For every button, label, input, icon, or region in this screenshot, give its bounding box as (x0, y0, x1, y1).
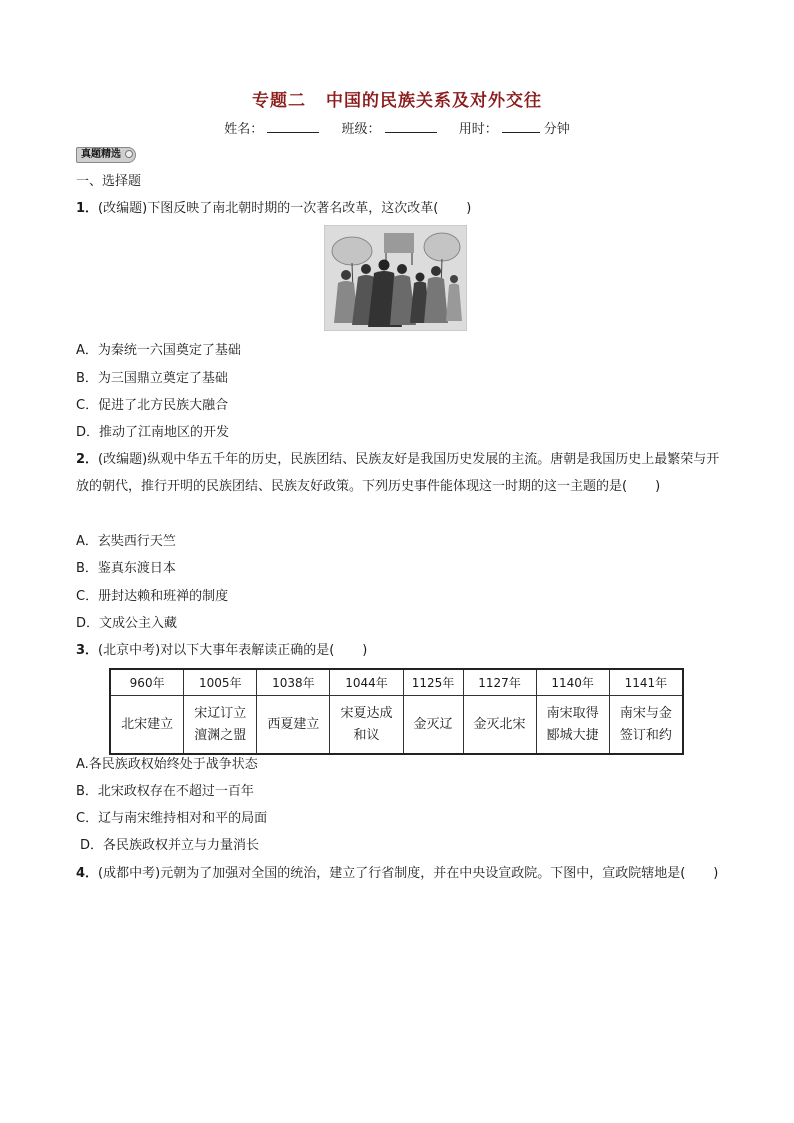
name-blank[interactable] (267, 120, 319, 133)
year-cell: 1044年 (330, 669, 403, 696)
question-4-number: 4． (76, 866, 99, 881)
question-1-option-b[interactable]: B．为三国鼎立奠定了基础 (76, 371, 228, 386)
tag-circle-icon (125, 150, 133, 158)
year-cell: 1140年 (536, 669, 609, 696)
question-2-stem: 2．(改编题)纵观中华五千年的历史，民族团结、民族友好是我国历史发展的主流。唐朝是我国历史上最繁荣与开放的朝代，推行开明的民族团结、民族友好政策。下列历史事件能体现这一时期的这一主题的是( ) (76, 452, 720, 494)
event-cell: 宋辽订立 澶渊之盟 (184, 696, 257, 755)
year-cell: 1125年 (403, 669, 463, 696)
question-3-number: 3． (76, 643, 99, 658)
time-label: 用时： (458, 122, 498, 137)
event-cell: 北宋建立 (110, 696, 184, 755)
section-tag (76, 147, 136, 163)
page-title (0, 86, 794, 111)
timeline-table (109, 668, 684, 755)
question-3-option-c[interactable]: C．辽与南宋维持相对和平的局面 (76, 811, 268, 826)
title-topic: 专题二 (252, 91, 306, 111)
question-2-option-c[interactable]: C．册封达赖和班禅的制度 (76, 589, 229, 604)
section-tag-label: 真题精选 (81, 149, 121, 160)
event-cell: 南宋取得 郾城大捷 (536, 696, 609, 755)
event-cell: 金灭北宋 (463, 696, 536, 755)
question-1-stem: 1．(改编题)下图反映了南北朝时期的一次著名改革，这次改革( ) (76, 201, 472, 216)
question-1-option-a[interactable]: A．为秦统一六国奠定了基础 (76, 343, 241, 358)
timeline-events-row (110, 696, 683, 755)
question-1-option-c[interactable]: C．促进了北方民族大融合 (76, 398, 229, 413)
section-heading: 一、选择题 (76, 174, 142, 189)
question-3-option-d[interactable]: D．各民族政权并立与力量消长 (80, 838, 260, 853)
question-3-option-a[interactable]: A.各民族政权始终处于战争状态 (76, 757, 258, 772)
question-1-number: 1． (76, 201, 99, 216)
year-cell: 960年 (110, 669, 184, 696)
class-blank[interactable] (385, 120, 437, 133)
event-cell: 宋夏达成 和议 (330, 696, 403, 755)
year-cell: 1005年 (184, 669, 257, 696)
student-info-row (0, 118, 794, 137)
event-cell: 南宋与金 签订和约 (609, 696, 683, 755)
reform-painting-image (324, 225, 467, 331)
name-label: 姓名： (224, 122, 264, 137)
event-cell: 金灭辽 (403, 696, 463, 755)
time-blank[interactable] (502, 120, 540, 133)
question-4-stem: 4．(成都中考)元朝为了加强对全国的统治，建立了行省制度，并在中央设宣政院。下图中，宣政院辖地是( ) (76, 866, 719, 881)
question-2-option-d[interactable]: D．文成公主入藏 (76, 616, 178, 631)
question-3-option-b[interactable]: B．北宋政权存在不超过一百年 (76, 784, 254, 799)
event-cell: 西夏建立 (257, 696, 330, 755)
year-cell: 1141年 (609, 669, 683, 696)
timeline-years-row (110, 669, 683, 696)
question-2-option-b[interactable]: B．鉴真东渡日本 (76, 561, 176, 576)
year-cell: 1127年 (463, 669, 536, 696)
question-2-number: 2． (76, 452, 99, 467)
question-1-option-d[interactable]: D．推动了江南地区的开发 (76, 425, 230, 440)
question-3-stem: 3．(北京中考)对以下大事年表解读正确的是( ) (76, 643, 368, 658)
question-2-option-a[interactable]: A．玄奘西行天竺 (76, 534, 176, 549)
class-label: 班级： (341, 122, 381, 137)
year-cell: 1038年 (257, 669, 330, 696)
time-unit: 分钟 (543, 122, 570, 137)
title-main: 中国的民族关系及对外交往 (326, 91, 542, 111)
